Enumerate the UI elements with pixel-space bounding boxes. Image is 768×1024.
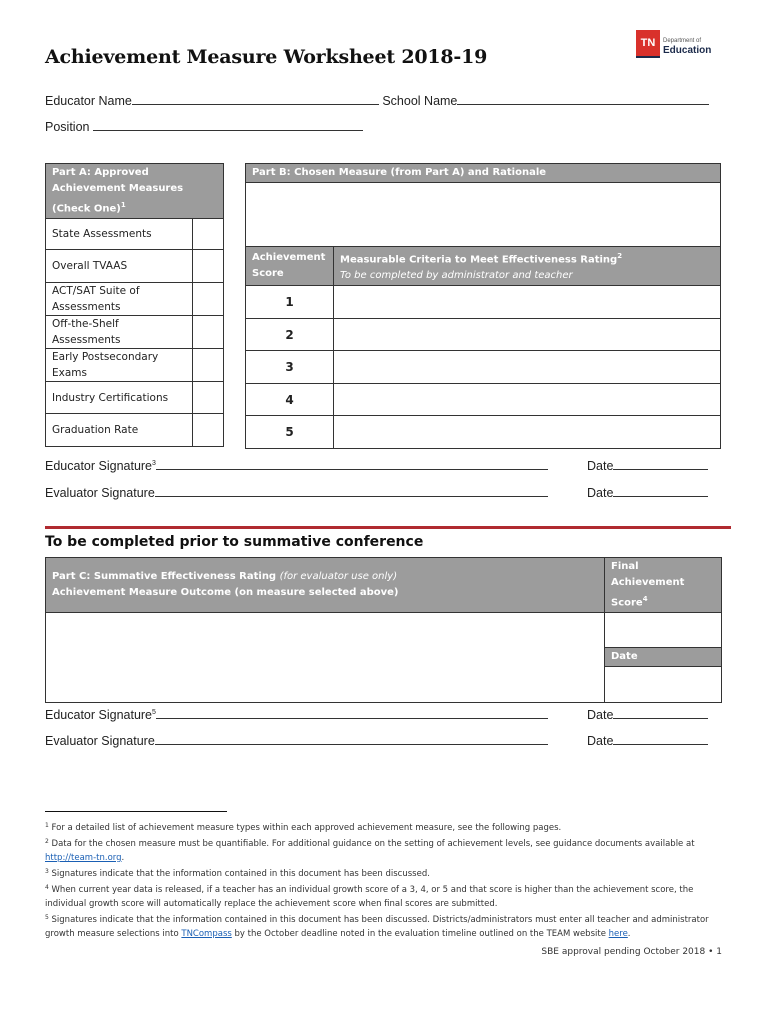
part-b-table <box>245 163 721 449</box>
footnote-5-text: Signatures indicate that the information contained in this document has been discussed. Districts/administrators must enter all teacher and administrator growth measure selections into <box>45 915 709 939</box>
part-b-header: Part B: Chosen Measure (from Part A) and Rationale <box>246 164 721 183</box>
educator-name-field[interactable] <box>132 94 379 105</box>
part-a-header-text: Part A: Approved Achievement Measures (Check One) <box>52 167 184 215</box>
part-c-header-italic: (for evaluator use only) <box>279 571 398 583</box>
final-score-header <box>605 558 722 613</box>
rationale-field[interactable] <box>246 183 721 247</box>
educator-signature-row-2 <box>45 708 548 722</box>
date-label: Date <box>587 734 614 748</box>
date-header: Date <box>605 648 722 667</box>
here-link[interactable]: here <box>608 929 628 939</box>
educator-signature-field[interactable] <box>156 708 548 719</box>
evaluator-signature-label: Evaluator Signature <box>45 486 155 500</box>
evaluator-signature-row-1 <box>45 486 548 500</box>
footnote-1: $^1$ For a detailed list of achievement measure types within each approved achievement measure, see the following pages. <box>45 822 562 833</box>
criteria-header-text: Measurable Criteria to Meet Effectiveness Rating <box>340 254 618 266</box>
footnote-ref: 5 <box>152 708 156 716</box>
score-5: 5 <box>246 416 334 449</box>
footnote-ref: 4 <box>642 595 648 603</box>
footnote-2-text: Data for the chosen measure must be quantifiable. For additional guidance on the setting of achievement levels, see guidance documents available at <box>51 839 695 849</box>
footnote-1-text: For a detailed list of achievement measure types within each approved achievement measure, see the following pages. <box>51 823 562 833</box>
criteria-field-5[interactable] <box>334 416 721 449</box>
part-c-table <box>45 557 722 703</box>
criteria-field-1[interactable] <box>334 286 721 319</box>
measure-label: ACT/SAT Suite of Assessments <box>46 283 193 316</box>
logo-mark: TN <box>636 30 660 58</box>
footnote-ref: 3 <box>152 459 156 467</box>
footnote-3-text: Signatures indicate that the information contained in this document has been discussed. <box>51 869 430 879</box>
score-1: 1 <box>246 286 334 319</box>
final-score-header-text: Final Achievement Score <box>611 561 685 609</box>
footnotes <box>45 819 725 941</box>
tncompass-link[interactable]: TNCompass <box>181 929 232 939</box>
date-label: Date <box>587 459 614 473</box>
date-label: Date <box>587 708 614 722</box>
part-c-header <box>46 558 605 613</box>
footnote-3: $^3$ Signatures indicate that the information contained in this document has been discussed. <box>45 868 430 879</box>
measure-checkbox[interactable] <box>193 283 224 316</box>
evaluator-date-field[interactable] <box>613 734 708 745</box>
logo-line2: Education <box>663 45 712 56</box>
position-field[interactable] <box>93 120 363 131</box>
measure-checkbox[interactable] <box>193 349 224 382</box>
footnote-5-text-2: by the October deadline noted in the evaluation timeline outlined on the TEAM website <box>234 929 606 939</box>
footnote-divider <box>45 811 227 812</box>
score-2: 2 <box>246 319 334 351</box>
score-4: 4 <box>246 384 334 416</box>
evaluator-signature-label: Evaluator Signature <box>45 734 155 748</box>
footnote-4-text: When current year data is released, if a teacher has an individual growth score of a 3, 4, or 5 and that score is higher than the achievement score, the individual growth score will automatically replace the achievement score when final scores are submitted. <box>45 885 694 909</box>
measure-checkbox[interactable] <box>193 382 224 414</box>
criteria-column-header <box>334 247 721 286</box>
criteria-subheader: To be completed by administrator and teacher <box>340 270 573 282</box>
educator-signature-field[interactable] <box>156 459 548 470</box>
date-label: Date <box>587 486 614 500</box>
educator-name-label: Educator Name <box>45 94 132 108</box>
educator-signature-label: Educator Signature <box>45 708 153 722</box>
school-name-field[interactable] <box>457 94 709 105</box>
evaluator-date-row-2 <box>587 734 708 748</box>
measure-checkbox[interactable] <box>193 250 224 283</box>
part-c-header-line2: Achievement Measure Outcome (on measure selected above) <box>52 587 399 599</box>
tn-education-logo <box>636 30 712 60</box>
logo-line1: Department of <box>663 38 702 44</box>
position-row <box>45 120 363 134</box>
educator-signature-row-1 <box>45 459 548 473</box>
section-c-title: To be completed prior to summative conference <box>45 534 424 550</box>
measure-label: Early Postsecondary Exams <box>46 349 193 382</box>
part-c-header-bold: Part C: Summative Effectiveness Rating <box>52 571 277 583</box>
position-label: Position <box>45 120 90 134</box>
educator-date-row-2 <box>587 708 708 722</box>
final-score-field[interactable] <box>605 613 722 648</box>
evaluator-signature-row-2 <box>45 734 548 748</box>
measure-label: Graduation Rate <box>46 414 193 447</box>
criteria-field-3[interactable] <box>334 351 721 384</box>
measure-label: Overall TVAAS <box>46 250 193 283</box>
educator-date-row-1 <box>587 459 708 473</box>
measure-checkbox[interactable] <box>193 414 224 447</box>
educator-date-field[interactable] <box>613 708 708 719</box>
educator-name-row <box>45 94 709 108</box>
measure-checkbox[interactable] <box>193 316 224 349</box>
page-title: Achievement Measure Worksheet 2018-19 <box>45 46 488 68</box>
footnote-2: $^2$ Data for the chosen measure must be quantifiable. For additional guidance on the setting of achievement levels, see guidance documents available at http://team-tn.org. <box>45 838 695 863</box>
measure-label: Industry Certifications <box>46 382 193 414</box>
footnote-ref: 2 <box>617 252 623 260</box>
footnote-5-end: . <box>627 929 631 939</box>
criteria-field-4[interactable] <box>334 384 721 416</box>
measure-checkbox[interactable] <box>193 219 224 250</box>
educator-signature-label: Educator Signature <box>45 459 153 473</box>
criteria-field-2[interactable] <box>334 319 721 351</box>
team-tn-link[interactable]: http://team-tn.org <box>45 853 122 863</box>
footnote-5: $^5$ Signatures indicate that the information contained in this document has been discussed. Districts/administrators must enter all teacher and administrator growth measure selections into TNCompass by the October deadline noted in the evaluation timeline outlined on the TEAM website here. <box>45 914 709 939</box>
evaluator-signature-field[interactable] <box>155 486 548 497</box>
measure-label: Off-the-Shelf Assessments <box>46 316 193 349</box>
section-divider <box>45 526 731 529</box>
score-3: 3 <box>246 351 334 384</box>
score-column-header: Achievement Score <box>246 247 334 286</box>
school-name-label: School Name <box>382 94 458 108</box>
educator-date-field[interactable] <box>613 459 708 470</box>
measure-label: State Assessments <box>46 219 193 250</box>
evaluator-date-row-1 <box>587 486 708 500</box>
part-a-table <box>45 163 224 447</box>
footnote-2-end: . <box>121 853 125 863</box>
evaluator-signature-field[interactable] <box>155 734 548 745</box>
final-date-field[interactable] <box>605 667 722 703</box>
page-footer: SBE approval pending October 2018 • 1 <box>541 947 722 957</box>
footnote-ref: 1 <box>120 201 126 209</box>
evaluator-date-field[interactable] <box>613 486 708 497</box>
outcome-field[interactable] <box>46 613 605 703</box>
part-a-header <box>46 164 224 219</box>
footnote-4: $^4$ When current year data is released, if a teacher has an individual growth score of a 3, 4, or 5 and that score is higher than the achievement score, the individual growth score will automatically replace the achievement score when final scores are submitted. <box>45 884 694 909</box>
